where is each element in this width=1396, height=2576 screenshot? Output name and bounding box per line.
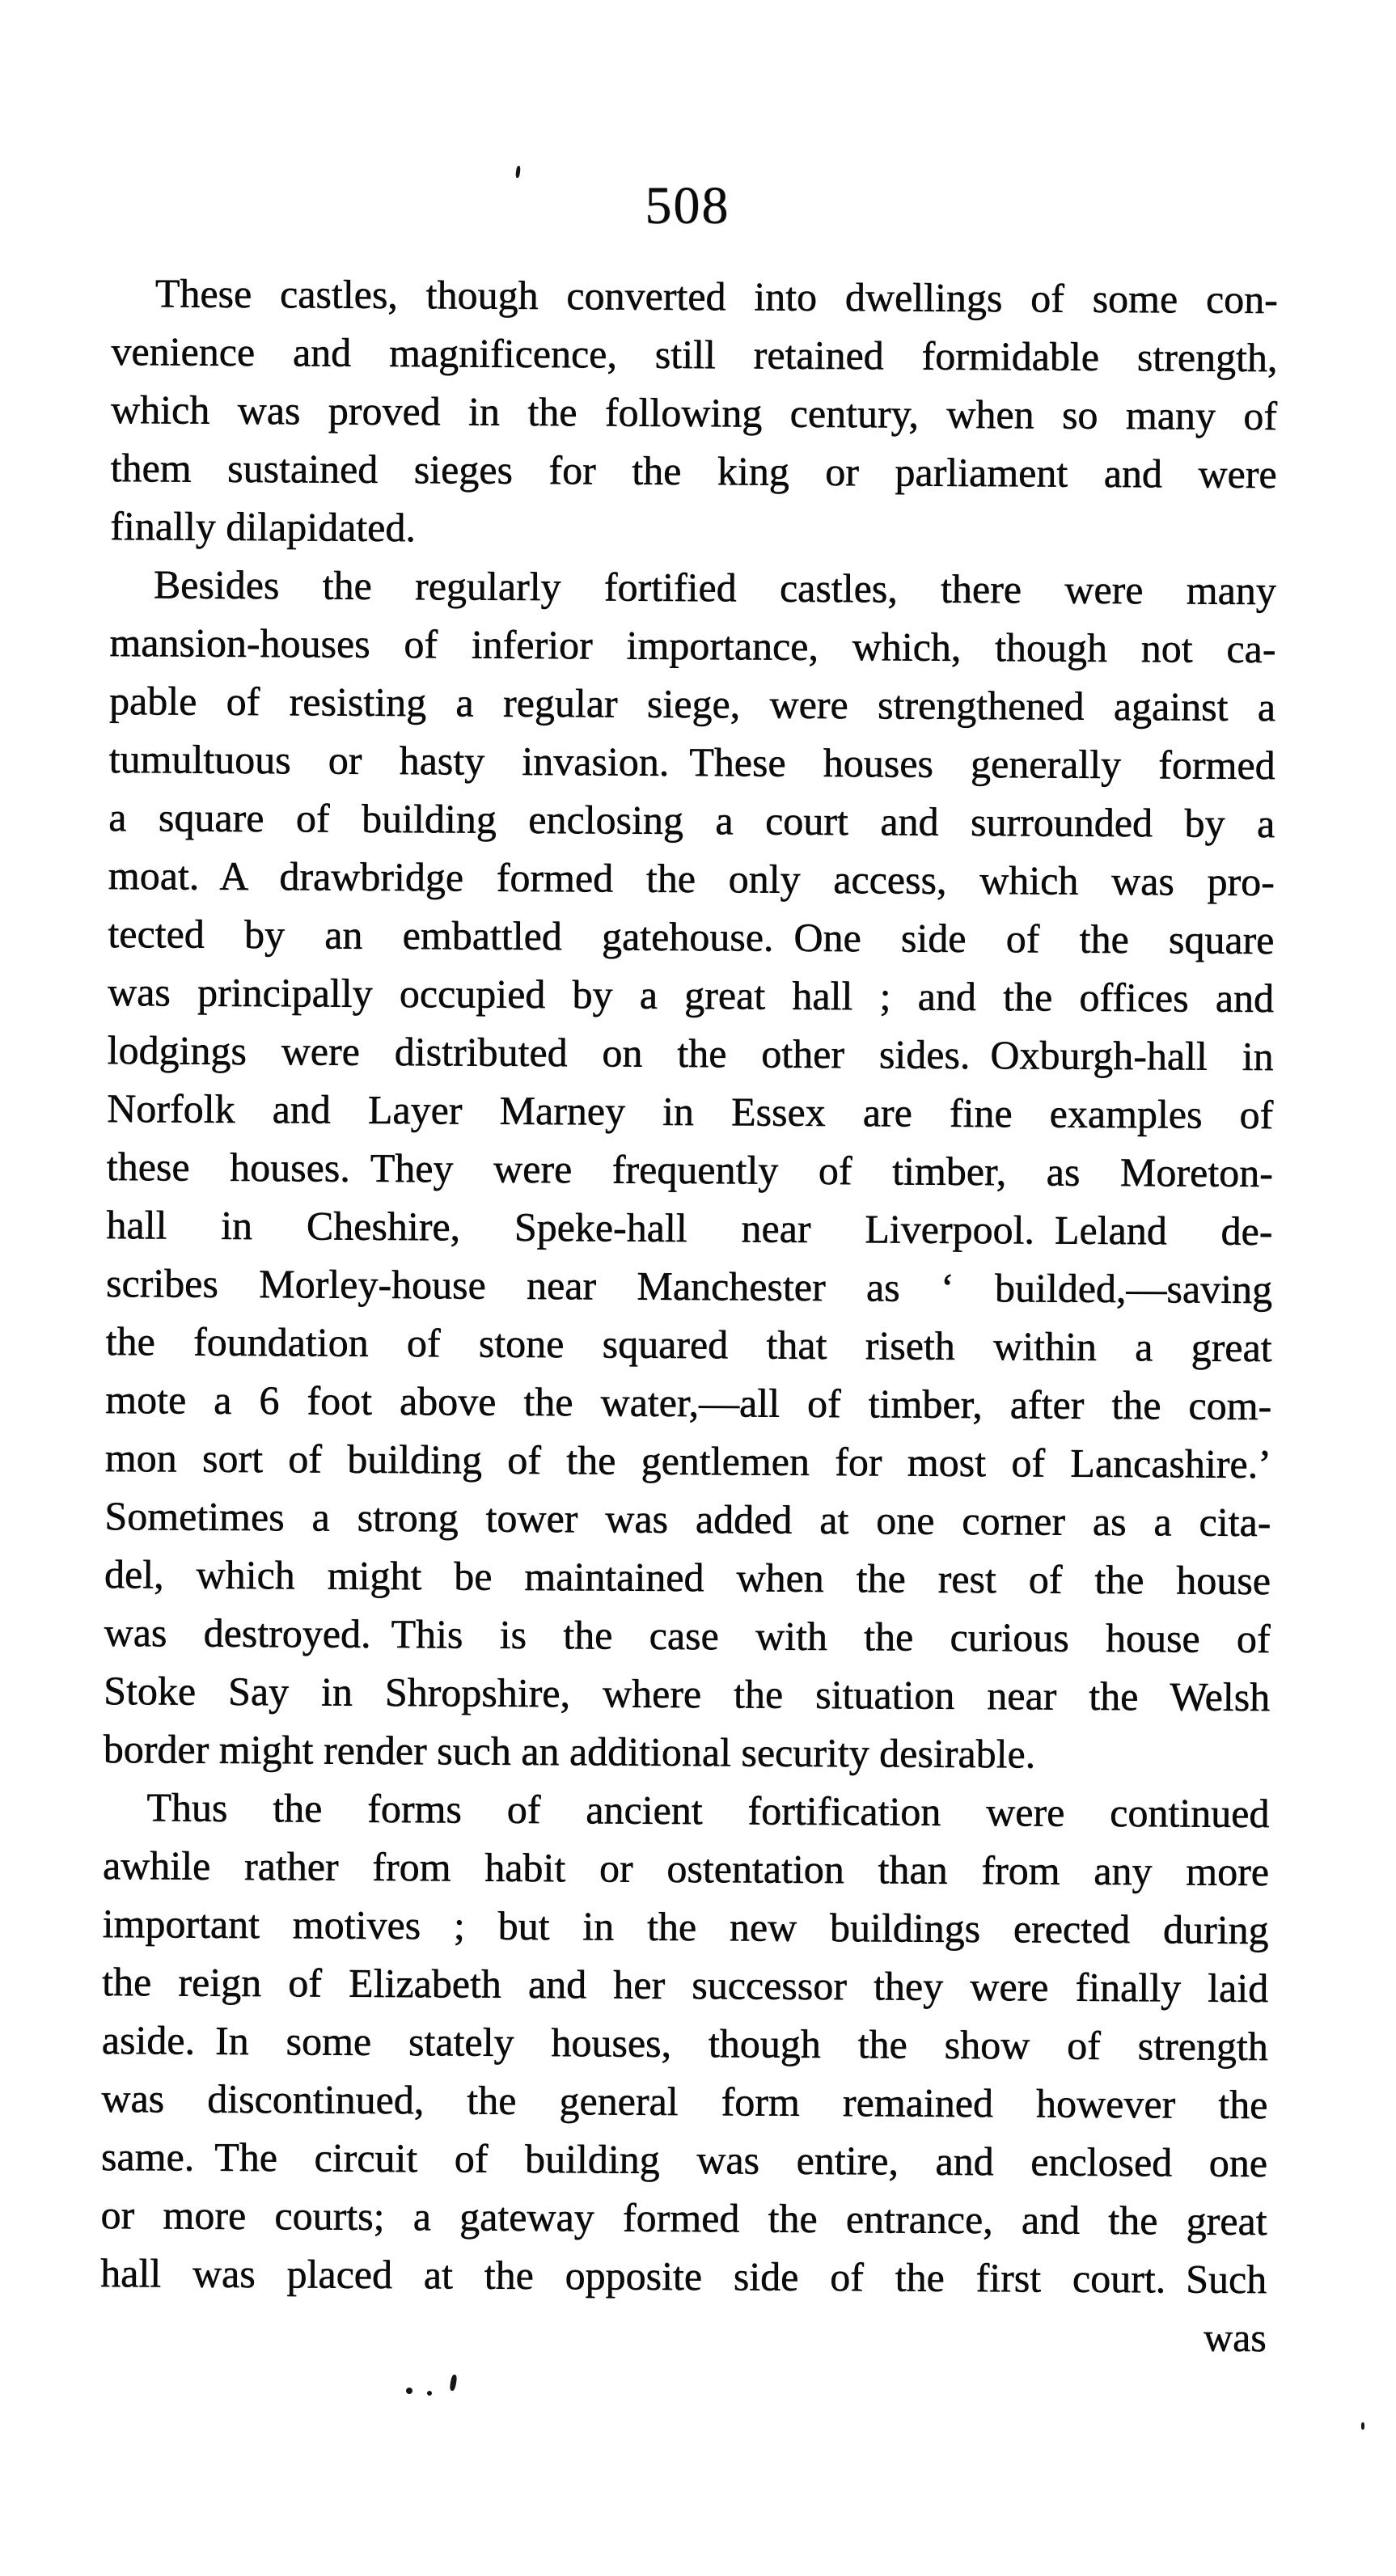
text-line: Norfolk and Layer Marney in Essex are fine examples of: [107, 1085, 1274, 1138]
text-line: mote a 6 foot above the water,—all of timber, after the com-: [105, 1376, 1272, 1429]
text-line: del, which might be maintained when the rest of the house: [104, 1550, 1271, 1604]
text-line: which was proved in the following century, when so many of: [110, 386, 1278, 439]
text-line: them sustained sieges for the king or parliament and were: [110, 444, 1277, 497]
text-line: tumultuous or hasty invasion. These houses generally formed: [108, 735, 1275, 789]
text-line: Thus the forms of ancient fortification were continued: [146, 1784, 1270, 1837]
text-line: moat. A drawbridge formed the only access, which was pro-: [108, 852, 1275, 905]
body-text: [100, 264, 1278, 2367]
ink-speck-dot: [406, 2388, 412, 2394]
text-line: Stoke Say in Shropshire, where the situation near the Welsh: [103, 1667, 1271, 1720]
text-line: tected by an embattled gatehouse. One side of the square: [108, 910, 1275, 963]
text-line: mansion-houses of inferior importance, which, though not ca-: [109, 619, 1276, 672]
text-line: awhile rather from habit or ostentation than from any more: [102, 1842, 1270, 1895]
text-line: a square of building enclosing a court and surrounded by a: [108, 793, 1275, 847]
page-number: 508: [645, 176, 730, 235]
text-line: These castles, though converted into dwellings of some con-: [154, 270, 1278, 323]
text-line: was destroyed. This is the case with the curious house of: [104, 1609, 1271, 1662]
text-line: hall was placed at the opposite side of the first court. Such: [99, 2249, 1267, 2303]
text-line: Sometimes a strong tower was added at one corner as a cita-: [104, 1492, 1271, 1546]
text-line: these houses. They were frequently of timber, as Moreton-: [106, 1143, 1273, 1196]
text-line: the foundation of stone squared that riseth within a great: [105, 1318, 1272, 1371]
ink-speck-right-margin: [1361, 2422, 1364, 2430]
text-line: lodgings were distributed on the other sides. Oxburgh-hall in: [107, 1026, 1274, 1080]
text-line: scribes Morley-house near Manchester as ‘ builded,—saving: [105, 1259, 1273, 1313]
text-line: same. The circuit of building was entire, and enclosed one: [100, 2133, 1268, 2186]
text-line: pable of resisting a regular siege, were strengthened against a: [108, 677, 1276, 730]
catchword: was: [1203, 2314, 1267, 2361]
text-line: was principally occupied by a great hall ; and the offices and: [107, 968, 1275, 1022]
text-line: aside. In some stately houses, though the show of strength: [101, 2016, 1268, 2070]
text-line: Besides the regularly fortified castles, there were many: [153, 561, 1276, 614]
text-line: border might render such an additional security desirable.: [103, 1725, 1036, 1777]
ink-speck-dot: [427, 2391, 432, 2396]
ink-speck-above-page-number: [515, 166, 521, 178]
text-line: was discontinued, the general form remained however the: [101, 2075, 1268, 2128]
ink-speck-tick: [449, 2375, 457, 2392]
text-line: important motives ; but in the new buildings erected during: [102, 1900, 1269, 1953]
text-line: or more courts; a gateway formed the entrance, and the great: [100, 2191, 1267, 2244]
text-line: the reign of Elizabeth and her successor they were finally laid: [101, 1958, 1269, 2011]
text-line: venience and magnificence, still retained formidable strength,: [111, 328, 1278, 381]
text-line: hall in Cheshire, Speke-hall near Liverpool. Leland de-: [106, 1201, 1273, 1254]
text-line: mon sort of building of the gentlemen for most of Lancashire.’: [104, 1434, 1271, 1487]
text-line: finally dilapidated.: [110, 502, 417, 551]
